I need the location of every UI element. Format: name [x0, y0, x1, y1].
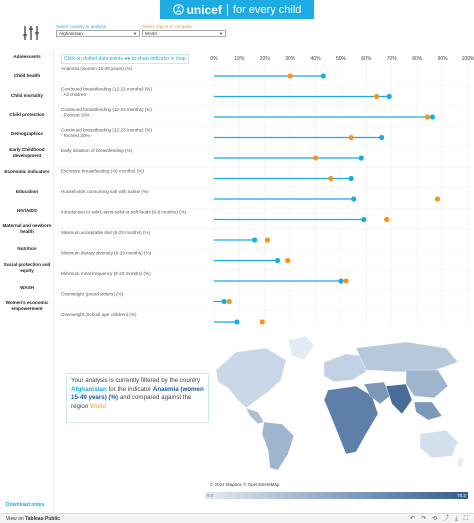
region-select-value: World [145, 31, 157, 36]
sidebar-item-maternal-health[interactable]: Maternal and newborn health [2, 223, 52, 234]
x-tick-label: 90% [437, 56, 448, 62]
sidebar-item-child-mortality[interactable]: Child mortality [10, 93, 44, 98]
region-point[interactable] [285, 258, 290, 263]
map-region-greenland[interactable] [288, 336, 314, 360]
country-select[interactable] [56, 30, 140, 37]
tableau-public-link[interactable]: Tableau Public [25, 516, 61, 522]
download-icon[interactable]: ⤓ [455, 516, 458, 522]
indicator-label: Continued breastfeeding (12-23 months) (%) [61, 86, 152, 92]
map-region-russia[interactable] [356, 342, 458, 372]
sidebar-item-child-health[interactable]: Child health [13, 73, 41, 78]
footer-toolbar [410, 514, 468, 523]
divider [227, 4, 228, 16]
region-filter [142, 24, 226, 37]
country-point[interactable] [252, 237, 257, 242]
info-indicator: Anaemia (women 15-49 years) (%) [71, 385, 204, 402]
country-filter [56, 24, 140, 37]
region-point[interactable] [425, 114, 430, 119]
analysis-info-box [66, 373, 209, 423]
map-region-australia[interactable] [420, 430, 458, 458]
header [0, 0, 474, 20]
sidebar-item-early-childhood[interactable]: Early Childhood development [9, 147, 45, 158]
country-point[interactable] [234, 319, 239, 324]
info-country: Afghanistan [71, 385, 107, 393]
region-point[interactable] [227, 299, 232, 304]
map-region-east-asia[interactable] [406, 370, 448, 398]
chart-note [61, 54, 189, 64]
tagline: for every child [232, 3, 302, 16]
region-point[interactable] [328, 176, 333, 181]
note-text-1: Click on dotted data points [64, 56, 123, 62]
region-select[interactable] [142, 30, 226, 37]
footer-view-on: View on [6, 516, 24, 522]
region-point[interactable] [435, 196, 440, 201]
indicator-label: Minimum acceptable diet (6-23 months) (%) [61, 230, 151, 235]
country-filter-label: Select country to analyse [56, 24, 107, 29]
country-point[interactable] [321, 73, 326, 78]
country-point[interactable] [338, 278, 343, 283]
region-point[interactable] [349, 135, 354, 140]
sidebar-item-demographics[interactable]: Demographics [11, 131, 43, 136]
country-point[interactable] [351, 196, 356, 201]
country-point[interactable] [387, 94, 392, 99]
dot-pair-icon: ●● [124, 56, 131, 62]
indicator-label: Continued breastfeeding (12-23 months) (%) [61, 107, 152, 112]
region-filter-label: Select region to compare [142, 24, 193, 29]
map-region-south-america[interactable] [262, 422, 294, 470]
country-point[interactable] [359, 155, 364, 160]
download-notes-link[interactable]: Download notes [6, 502, 45, 508]
country-point[interactable] [222, 299, 227, 304]
country-point[interactable] [379, 135, 384, 140]
region-point[interactable] [265, 237, 270, 242]
region-point[interactable] [374, 94, 379, 99]
footer [0, 513, 474, 523]
sidebar-item-social-protection[interactable]: Social protection and equity [3, 262, 51, 273]
region-point[interactable] [343, 278, 348, 283]
map-region-north-america[interactable] [216, 348, 286, 408]
region-point[interactable] [384, 217, 389, 222]
map-region-africa[interactable] [324, 386, 378, 454]
country-point[interactable] [349, 176, 354, 181]
indicator-label: Anaemia (women 15-49 years) (%) [61, 66, 133, 71]
sidebar-item-adolescents[interactable]: Adolescents [13, 54, 41, 59]
x-tick-label: 60% [361, 56, 372, 62]
map-region-southeast-asia[interactable] [414, 402, 442, 420]
map-region-south-asia[interactable] [386, 384, 412, 414]
indicator-label: Early initiation of breastfeeding (%) [61, 148, 133, 153]
country-select-value: Afghanistan [59, 31, 83, 36]
x-tick-label: 50% [335, 56, 347, 62]
sidebar-item-economic-indicators[interactable]: Economic indicators [4, 169, 50, 174]
indicator-label: Overweight (school age children) (%) [61, 312, 137, 317]
sidebar-item-education[interactable]: Education [15, 189, 39, 194]
region-point[interactable] [288, 73, 293, 78]
share-icon[interactable]: ⤴ [443, 516, 450, 522]
sidebar [0, 50, 54, 513]
x-tick-label: 10% [234, 56, 245, 62]
indicator-sublabel: - Richest 20% - [61, 133, 93, 138]
info-text-1: Your analysis is currently filtered by the country [71, 377, 201, 384]
map-credit: © 2024 Mapbox © OpenStreetMap [210, 482, 280, 487]
note-text-2: to show indicator in map [131, 56, 186, 62]
info-text-3: and compared against the region [71, 394, 192, 410]
undo-icon[interactable]: ↶ [410, 516, 416, 522]
x-tick-label: 30% [285, 56, 296, 62]
indicator-label: Overweight (preschoolers) (%) [61, 291, 124, 297]
indicator-label: Households consuming salt with iodine (%) [61, 189, 149, 194]
legend-min: 9.0 [207, 493, 214, 498]
sidebar-item-wash[interactable]: WASH [20, 285, 34, 290]
indicator-sublabel: - All children - [61, 92, 89, 97]
x-tick-label: 0% [210, 56, 218, 62]
indicator-dot-chart [56, 53, 474, 331]
brand-name: unicef [186, 2, 222, 17]
info-region: World [89, 402, 106, 410]
indicator-label: Exclusive breastfeeding (<6 months) (%) [61, 168, 144, 174]
redo-icon[interactable]: ↷ [421, 516, 427, 522]
fullscreen-icon[interactable]: ⛶ [463, 516, 468, 522]
country-point[interactable] [275, 258, 280, 263]
region-point[interactable] [260, 319, 265, 324]
map-region-central-america[interactable] [246, 408, 264, 424]
sidebar-item-nutrition[interactable]: Nutrition [17, 246, 37, 251]
x-tick-label: 20% [259, 56, 270, 62]
sidebar-item-hiv-aids[interactable]: HIV/AIDS [17, 208, 37, 213]
sidebar-item-child-protection[interactable]: Child protection [9, 112, 45, 117]
map-region-europe[interactable] [324, 354, 366, 382]
sidebar-item-womens-empowerment[interactable]: Women's economic empowerment [5, 300, 49, 311]
chevron-down-icon: ▼ [133, 31, 137, 36]
info-text-2: for the indicator [108, 385, 152, 393]
x-tick-label: 70% [386, 56, 397, 62]
country-point[interactable] [361, 217, 366, 222]
world-choropleth-map[interactable] [206, 330, 468, 480]
sliders-icon[interactable] [22, 25, 40, 41]
x-tick-label: 100% [461, 56, 474, 62]
map-color-legend [205, 492, 468, 499]
country-point[interactable] [430, 114, 435, 119]
revert-icon[interactable]: ⟲ [432, 516, 438, 522]
map-region-new-zealand[interactable] [457, 456, 464, 468]
indicator-label: Introduction to solid, semi-solid or soft foods (6-8 months) (%) [61, 209, 187, 215]
x-tick-label: 40% [310, 56, 321, 62]
indicator-sublabel: - Poorest 20% - [61, 112, 93, 118]
indicator-label: Continued breastfeeding (12-23 months) (%) [61, 127, 152, 133]
region-point[interactable] [313, 155, 318, 160]
unicef-logo[interactable] [160, 0, 314, 19]
chevron-down-icon: ▼ [219, 31, 223, 36]
indicator-label: Minimum meal frequency (6-23 months) (%) [61, 271, 151, 276]
legend-max: 70.2 [457, 493, 466, 498]
unicef-emblem-icon [173, 4, 184, 15]
x-tick-label: 80% [412, 56, 423, 62]
indicator-label: Minimum dietary diversity (6-23 months) (%) [61, 250, 152, 256]
